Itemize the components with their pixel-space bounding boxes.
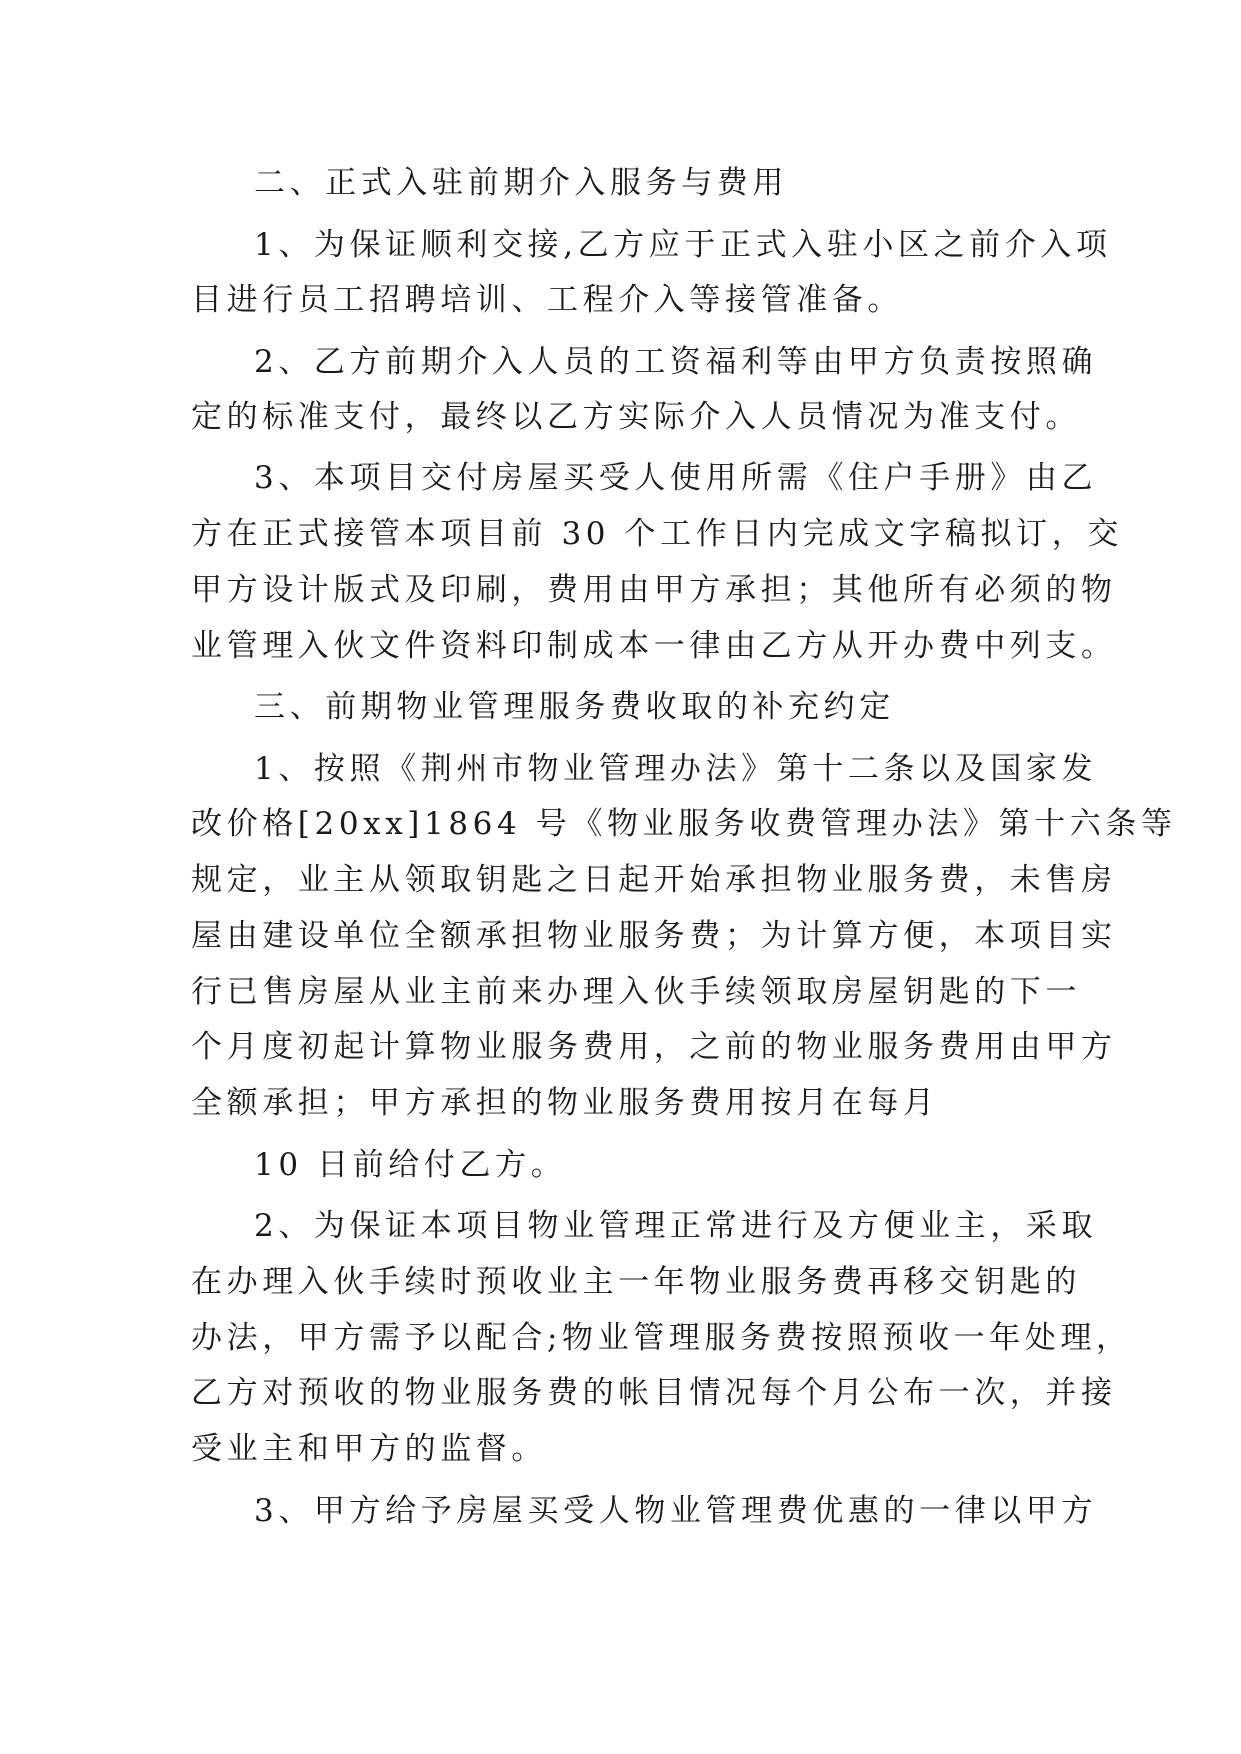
paragraph-line: 在办理入伙手续时预收业主一年物业服务费再移交钥匙的 <box>191 1264 1081 1300</box>
paragraph-line: 定的标准支付，最终以乙方实际介入人员情况为准支付。 <box>191 399 1081 435</box>
paragraph-line: 受业主和甲方的监督。 <box>191 1431 547 1467</box>
paragraph-line: 2、乙方前期介入人员的工资福利等由甲方负责按照确 <box>254 344 1098 380</box>
paragraph-line: 个月度初起计算物业服务费用，之前的物业服务费用由甲方 <box>191 1029 1117 1065</box>
section-heading-3: 三、前期物业管理服务费收取的补充约定 <box>254 689 895 725</box>
section-heading-2: 二、正式入驻前期介入服务与费用 <box>254 165 788 201</box>
paragraph-line: 改价格[20xx]1864 号《物业服务收费管理办法》第十六条等 <box>191 806 1177 842</box>
paragraph-line: 目进行员工招聘培训、工程介入等接管准备。 <box>191 282 903 318</box>
paragraph-line: 规定，业主从领取钥匙之日起开始承担物业服务费，未售房 <box>191 862 1117 898</box>
paragraph-line: 方在正式接管本项目前 30 个工作日内完成文字稿拟订，交 <box>191 516 1123 552</box>
paragraph-line: 1、为保证顺利交接,乙方应于正式入驻小区之前介入项 <box>254 227 1112 263</box>
paragraph-line: 行已售房屋从业主前来办理入伙手续领取房屋钥匙的下一 <box>191 974 1081 1010</box>
paragraph-line: 全额承担；甲方承担的物业服务费用按月在每月 <box>191 1085 939 1121</box>
paragraph-line: 甲方设计版式及印刷，费用由甲方承担；其他所有必须的物 <box>191 572 1117 608</box>
paragraph-line: 1、按照《荆州市物业管理办法》第十二条以及国家发 <box>254 751 1098 787</box>
paragraph-line: 3、甲方给予房屋买受人物业管理费优惠的一律以甲方 <box>254 1493 1098 1529</box>
paragraph-line: 屋由建设单位全额承担物业服务费；为计算方便，本项目实 <box>191 918 1117 954</box>
paragraph-line: 乙方对预收的物业服务费的帐目情况每个月公布一次，并接 <box>191 1375 1117 1411</box>
paragraph-line: 3、本项目交付房屋买受人使用所需《住户手册》由乙 <box>254 460 1098 496</box>
paragraph-line: 2、为保证本项目物业管理正常进行及方便业主，采取 <box>254 1208 1098 1244</box>
paragraph-line: 10 日前给付乙方。 <box>254 1147 567 1183</box>
paragraph-line: 办法，甲方需予以配合;物业管理服务费按照预收一年处理， <box>191 1320 1132 1356</box>
paragraph-line: 业管理入伙文件资料印制成本一律由乙方从开办费中列支。 <box>191 628 1117 664</box>
